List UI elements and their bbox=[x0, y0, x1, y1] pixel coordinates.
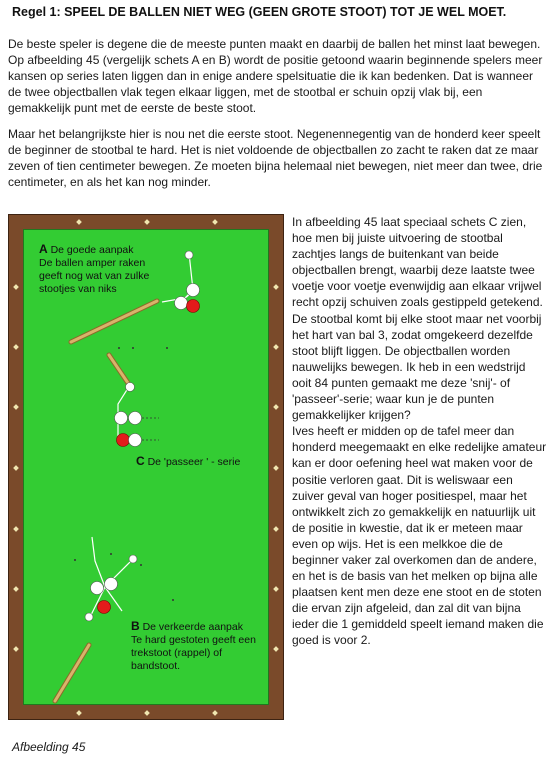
figure-caption: Afbeelding 45 bbox=[12, 740, 86, 754]
aim-dot bbox=[74, 559, 76, 561]
label-a-letter: A bbox=[39, 242, 48, 256]
red-ball bbox=[187, 300, 200, 313]
white-ball bbox=[126, 383, 135, 392]
label-b-text: Te hard gestoten geeft een trekstoot (rappel) of bandstoot. bbox=[131, 634, 256, 672]
intro-paragraph: De beste speler is degene die de meeste punten maakt en daarbij de ballen het minst laat bewegen. Op afbeelding 45 (vergelijk schets A en B) wordt de positie getoond waarin beginnende spelers meer kansen op series laten liggen dan in enige andere spelsituatie die ik kan bedenken. Dat is wanneer de twee objectballen vlak tegen elkaar liggen, met de stootbal er schuin opzij vlak bij, een gemakkelijk punt met de eerste de beste stoot. bbox=[8, 37, 543, 115]
white-ball bbox=[105, 578, 118, 591]
aim-dot bbox=[166, 347, 168, 349]
white-ball bbox=[115, 412, 128, 425]
billiard-table-figure bbox=[8, 214, 284, 720]
label-b-title: De verkeerde aanpak bbox=[142, 621, 243, 633]
aim-dot bbox=[132, 347, 134, 349]
right-paragraph-1: In afbeelding 45 laat speciaal schets C zien, hoe men bij juiste uitvoering de stootbal zachtjes langs de buitenkant van beide objectballen brengt, waarbij deze laatste twee voetje voor voetje evenwijdig aan elkaar vrijwel recht opzij schuiven zoals gestippeld getekend. De stootbal komt bij elke stoot maar net voorbij het hart van bal 3, zodat omgekeerd dezelfde stoot blijft liggen. De objectballen worden nauwelijks bewegen. Ik heb in een wedstrijd ooit 84 punten gemaakt me deze 'snij'- of 'passeer'-serie; waar kun je de punten gemakkelijker krijgen? bbox=[292, 215, 543, 423]
white-ball bbox=[85, 613, 93, 621]
label-a-text: De ballen amper raken geeft nog wat van zulke stootjes van niks bbox=[39, 257, 150, 295]
label-c-text: De 'passeer ' - serie bbox=[147, 456, 241, 468]
white-ball bbox=[129, 555, 137, 563]
label-b bbox=[131, 620, 256, 673]
cue-stick bbox=[109, 355, 130, 386]
label-a bbox=[39, 243, 159, 296]
red-ball bbox=[98, 601, 111, 614]
second-paragraph: Maar het belangrijkste hier is nou net die eerste stoot. Negenennegentig van de honderd keer speelt de beginner de stootbal te hard. Het is niet voldoende de objectballen zo zacht te raken dat ze maar zeven of tien centimeter bewegen. Ze moeten bijna helemaal niet bewegen, niet meer dan twee, drie centimeter, en als het kan nog minder. bbox=[8, 127, 543, 189]
right-column-text bbox=[292, 214, 548, 649]
aim-dot bbox=[140, 564, 142, 566]
white-ball bbox=[185, 251, 193, 259]
aim-dot bbox=[172, 599, 174, 601]
right-paragraph-2: Ives heeft er midden op de tafel meer dan honderd meegemaakt en elke redelijke amateur kan er door oefening heel wat maken voor de positie verloren gaat. Dit is weliswaar een zuiver geval van hoger positiespel, maar het ontwikkelt zich zo gemakkelijk en natuurlijk uit de positie in kwestie, dat ik er meteen maar even op wijs. Het is een melkkoe die de beginner vaker zal overkomen dan de andere, en het is de basis van het melken op bijna alle plaatsen kent men deze ene stoot en de stoten die ervan zijn afgeleid, dan zal dit van bijna ieder die 1 gemiddeld speelt iemand maken die goed is voor 2. bbox=[292, 424, 547, 648]
white-ball bbox=[187, 284, 200, 297]
white-ball bbox=[175, 297, 188, 310]
label-b-letter: B bbox=[131, 619, 140, 633]
red-ball bbox=[117, 434, 130, 447]
white-ball bbox=[129, 412, 142, 425]
ball-path bbox=[118, 385, 130, 437]
label-a-title: De goede aanpak bbox=[50, 244, 134, 256]
ball-path bbox=[92, 537, 105, 587]
rule-heading: Regel 1: SPEEL DE BALLEN NIET WEG (GEEN GROTE STOOT) TOT JE WEL MOET. bbox=[12, 5, 507, 19]
white-ball bbox=[129, 434, 142, 447]
aim-dot bbox=[110, 553, 112, 555]
aim-dot bbox=[118, 347, 120, 349]
label-c bbox=[136, 455, 266, 469]
cue-stick bbox=[71, 301, 157, 342]
cue-stick bbox=[55, 645, 89, 701]
white-ball bbox=[91, 582, 104, 595]
label-c-letter: C bbox=[136, 454, 145, 468]
